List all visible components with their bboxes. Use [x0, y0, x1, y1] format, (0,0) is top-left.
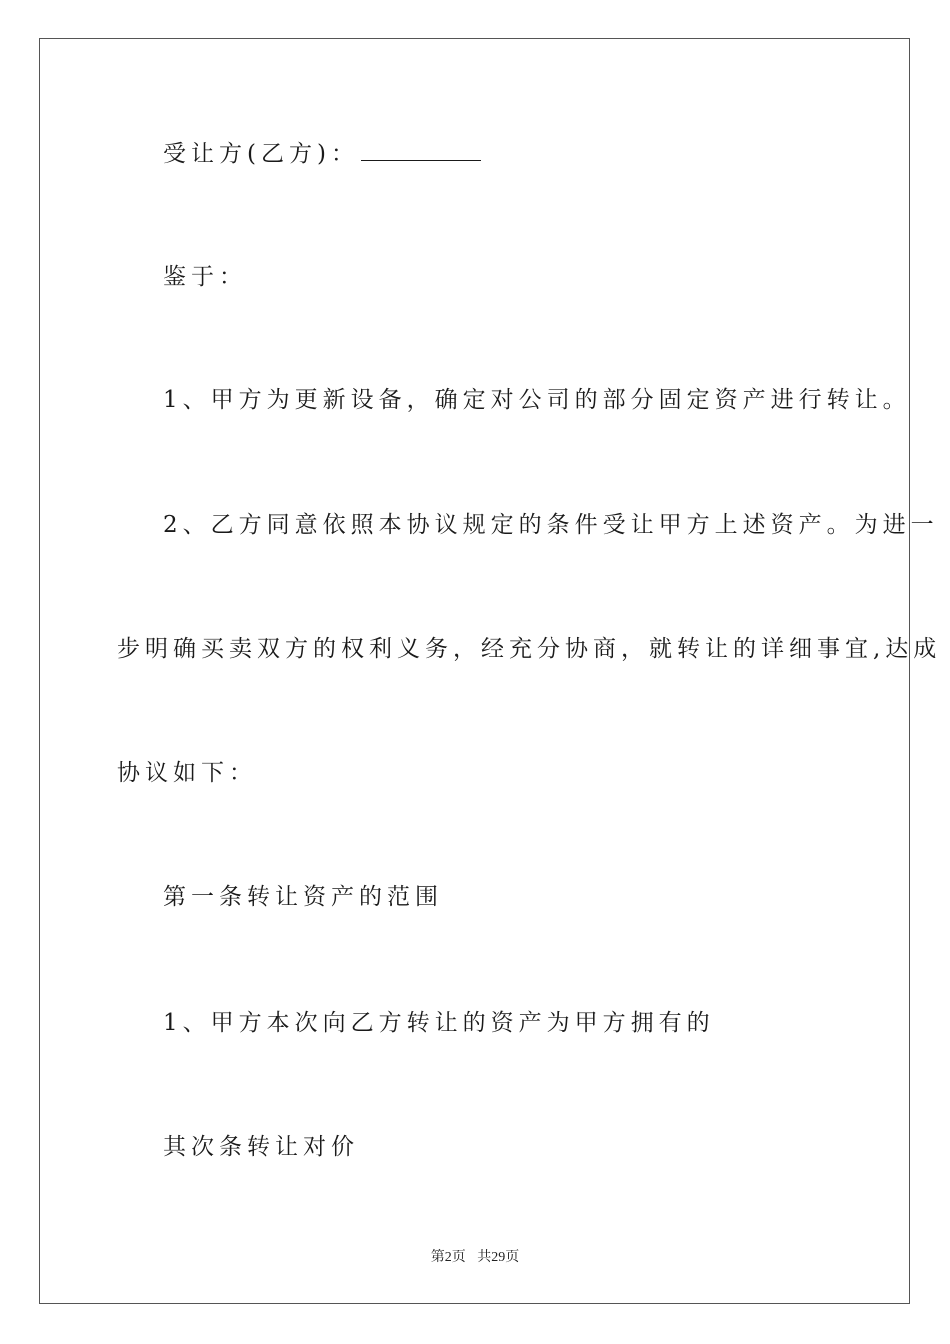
page-footer: [0, 1246, 950, 1266]
page-total: 共29页: [477, 1250, 520, 1265]
whereas-item-2-line-2: 步明确买卖双方的权利义务，经充分协商，就转让的详细事宜,达成: [117, 636, 942, 662]
page-frame: [39, 38, 910, 1304]
assignee-line: [163, 138, 481, 169]
page-number: 第2页: [430, 1250, 466, 1265]
assignee-label: 受让方(乙方)：: [163, 141, 359, 167]
article-1-heading: 第一条转让资产的范围: [163, 884, 443, 910]
whereas-item-1: 1、甲方为更新设备，确定对公司的部分固定资产进行转让。: [163, 387, 911, 413]
assignee-blank-field: [361, 138, 481, 161]
whereas-item-2-line-1: 2、乙方同意依照本协议规定的条件受让甲方上述资产。为进一: [163, 512, 939, 538]
whereas-item-2-line-3: 协议如下：: [117, 760, 257, 786]
article-1-item-1: 1、甲方本次向乙方转让的资产为甲方拥有的: [163, 1010, 715, 1036]
whereas-heading: 鉴于：: [163, 264, 247, 290]
article-2-heading: 其次条转让对价: [163, 1134, 359, 1160]
